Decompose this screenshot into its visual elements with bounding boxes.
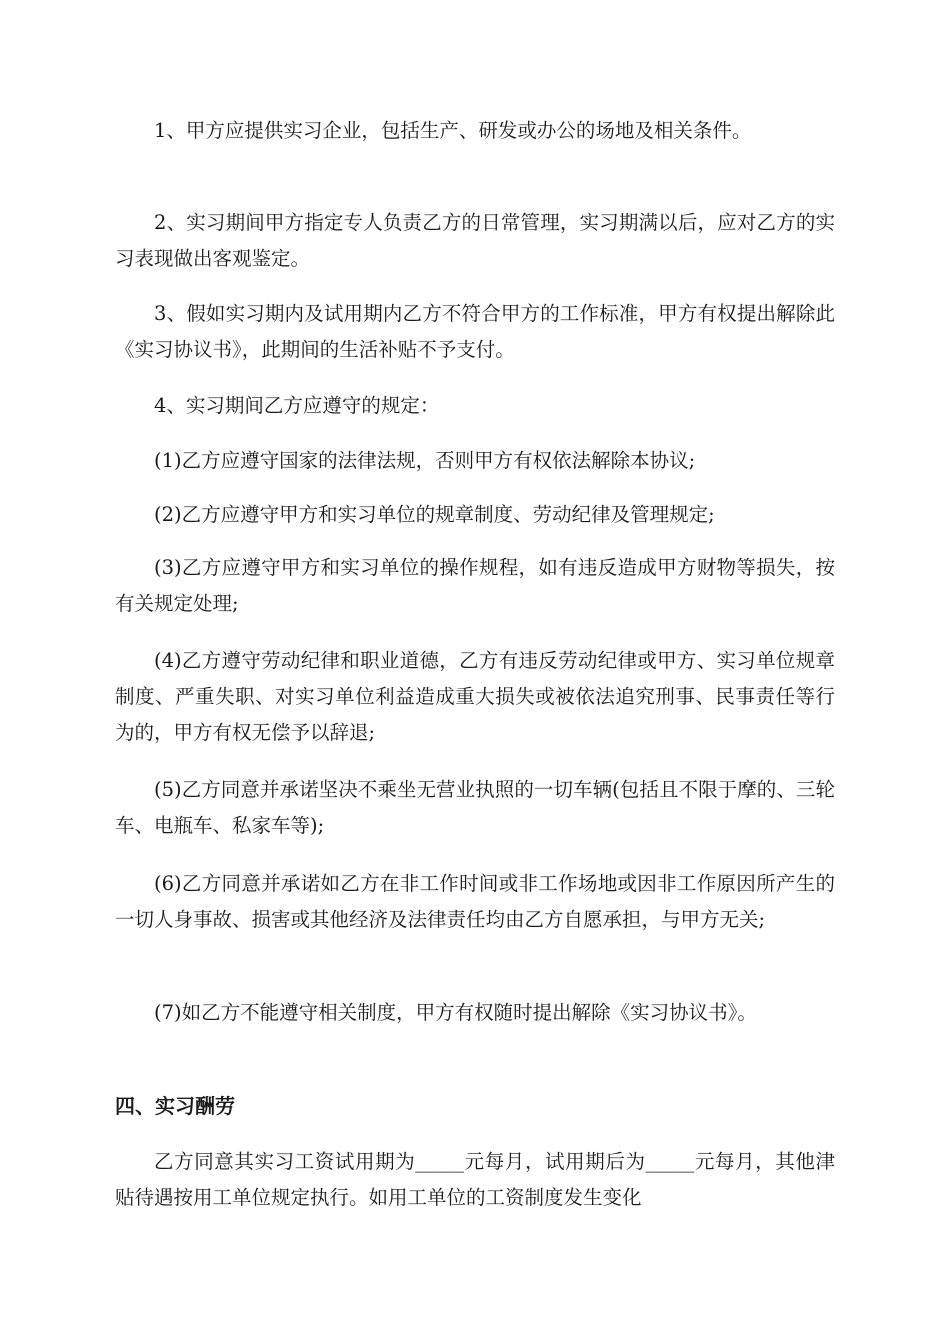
paragraph-3: 3、假如实习期内及试用期内乙方不符合甲方的工作标准，甲方有权提出解除此《实习协议书》，此期间的生活补贴不予支付。	[115, 302, 835, 361]
rule-item-6: (6)乙方同意并承诺如乙方在非工作时间或非工作场地或因非工作原因所产生的一切人身事故、损害或其他经济及法律责任均由乙方自愿承担，与甲方无关;	[115, 872, 835, 931]
paragraph-remuneration: 乙方同意其实习工资试用期为_____元每月，试用期后为_____元每月，其他津贴待遇按用工单位规定执行。如用工单位的工资制度发生变化	[115, 1150, 835, 1209]
section-heading: 四、实习酬劳	[115, 1094, 235, 1118]
rule-item-4: (4)乙方遵守劳动纪律和职业道德，乙方有违反劳动纪律或甲方、实习单位规章制度、严重失职、对实习单位利益造成重大损失或被依法追究刑事、民事责任等行为的，甲方有权无偿予以辞退;	[115, 649, 835, 744]
paragraph-2: 2、实习期间甲方指定专人负责乙方的日常管理，实习期满以后，应对乙方的实习表现做出客观鉴定。	[115, 211, 835, 270]
rule-item-7: (7)如乙方不能遵守相关制度，甲方有权随时提出解除《实习协议书》。	[154, 1001, 757, 1024]
paragraph-1: 1、甲方应提供实习企业，包括生产、研发或办公的场地及相关条件。	[154, 119, 752, 142]
rule-item-1: (1)乙方应遵守国家的法律法规，否则甲方有权依法解除本协议;	[154, 449, 696, 472]
paragraph-4: 4、实习期间乙方应遵守的规定：	[154, 394, 440, 417]
rule-item-2: (2)乙方应遵守甲方和实习单位的规章制度、劳动纪律及管理规定;	[154, 503, 715, 526]
rule-item-3: (3)乙方应遵守甲方和实习单位的操作规程，如有违反造成甲方财物等损失，按有关规定处理;	[115, 556, 835, 615]
rule-item-5: (5)乙方同意并承诺坚决不乘坐无营业执照的一切车辆(包括且不限于摩的、三轮车、电瓶车、私家车等);	[115, 778, 835, 837]
